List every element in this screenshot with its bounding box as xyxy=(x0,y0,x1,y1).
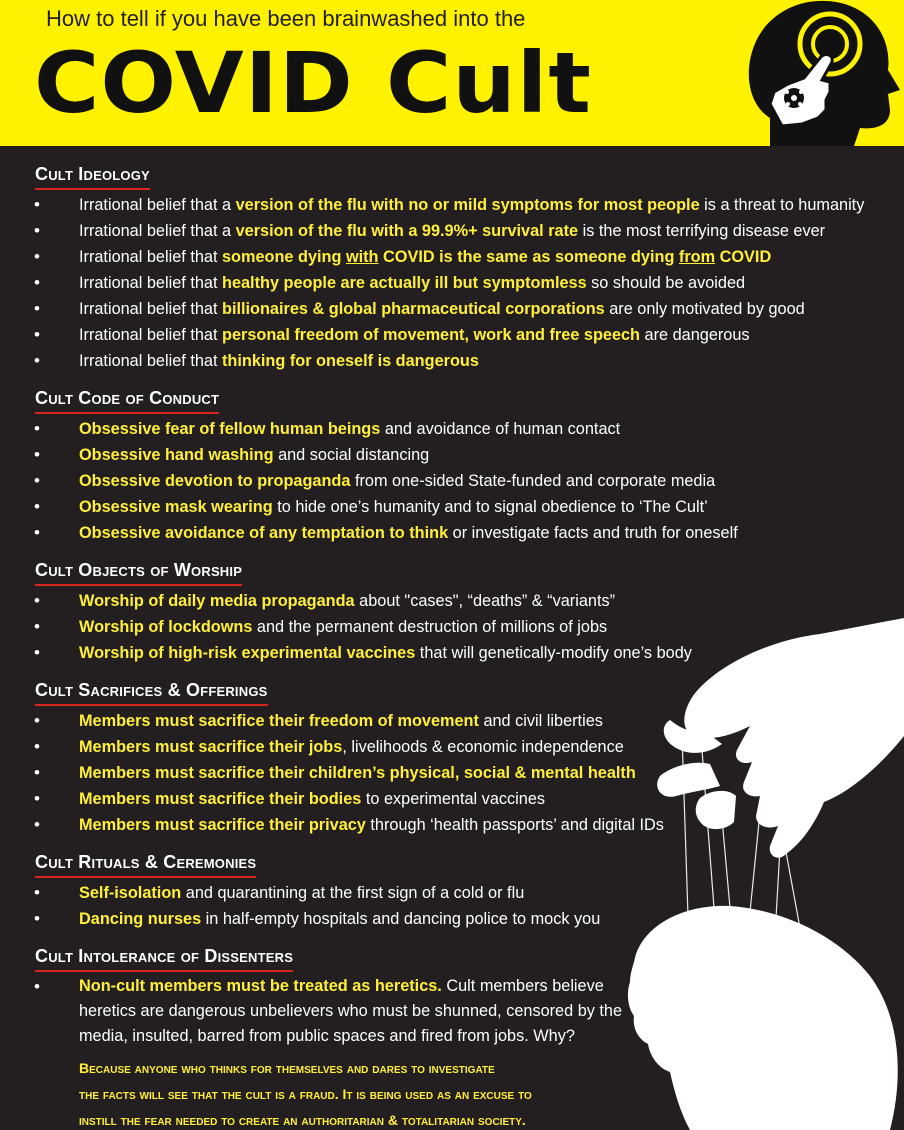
section-heading: Cult Code of Conduct xyxy=(35,388,219,414)
list-item: • Dancing nurses in half-empty hospitals and dancing police to mock you xyxy=(0,906,904,932)
head-pointing-hand-icon xyxy=(730,0,904,146)
list-item: • Irrational belief that personal freedom of movement, work and free speech are dangerous xyxy=(0,322,904,348)
list-item: • Self-isolation and quarantining at the first sign of a cold or flu xyxy=(0,880,904,906)
list-item: • Irrational belief that healthy people are actually ill but symptomless so should be avoided xyxy=(0,270,904,296)
main-content xyxy=(0,146,904,1130)
header-title: COVID Cult xyxy=(34,34,593,132)
list-item: • Irrational belief that someone dying with COVID is the same as someone dying from COVID xyxy=(0,244,904,270)
list-item: • Members must sacrifice their jobs, livelihoods & economic independence xyxy=(0,734,904,760)
list-item: • Members must sacrifice their freedom of movement and civil liberties xyxy=(0,708,904,734)
list-item: • Irrational belief that a version of the flu with no or mild symptoms for most people is a threat to humanity xyxy=(0,192,904,218)
list-item: • Obsessive hand washing and social distancing xyxy=(0,442,904,468)
list-item: • Obsessive avoidance of any temptation to think or investigate facts and truth for oneself xyxy=(0,520,904,546)
conclusion-line: the facts will see that the cult is a fraud. It is being used as an excuse to xyxy=(79,1086,532,1102)
list-item: • Worship of daily media propaganda about "cases", “deaths” & “variants” xyxy=(0,588,904,614)
section-heading: Cult Objects of Worship xyxy=(35,560,242,586)
section-heading: Cult Rituals & Ceremonies xyxy=(35,852,256,878)
section-cult-intolerance-of-dissenters xyxy=(0,946,904,1130)
list-item: • Obsessive devotion to propaganda from one-sided State-funded and corporate media xyxy=(0,468,904,494)
list-item: • Members must sacrifice their children’s physical, social & mental health xyxy=(0,760,904,786)
section-cult-sacrifices-offerings xyxy=(0,680,904,838)
list-item: • Irrational belief that billionaires & global pharmaceutical corporations are only motivated by good xyxy=(0,296,904,322)
conclusion-text xyxy=(79,1055,659,1130)
section-heading: Cult Intolerance of Dissenters xyxy=(35,946,293,972)
list-item: • Obsessive mask wearing to hide one’s humanity and to signal obedience to ‘The Cult’ xyxy=(0,494,904,520)
list-item: • Obsessive fear of fellow human beings and avoidance of human contact xyxy=(0,416,904,442)
header-banner xyxy=(0,0,904,146)
list-item: • Irrational belief that a version of the flu with a 99.9%+ survival rate is the most terrifying disease ever xyxy=(0,218,904,244)
list-item: • Worship of lockdowns and the permanent destruction of millions of jobs xyxy=(0,614,904,640)
section-heading: Cult Sacrifices & Offerings xyxy=(35,680,268,706)
list-item: • Members must sacrifice their bodies to experimental vaccines xyxy=(0,786,904,812)
section-cult-ideology xyxy=(0,164,904,374)
section-cult-rituals-ceremonies xyxy=(0,852,904,932)
conclusion-line: Because anyone who thinks for themselves and dares to investigate xyxy=(79,1060,495,1076)
section-heading: Cult Ideology xyxy=(35,164,150,190)
section-cult-objects-of-worship xyxy=(0,560,904,666)
header-subtitle: How to tell if you have been brainwashed into the xyxy=(46,6,526,31)
list-item: • Members must sacrifice their privacy through ‘health passports’ and digital IDs xyxy=(0,812,904,838)
list-item: • Irrational belief that thinking for oneself is dangerous xyxy=(0,348,904,374)
list-item: • Non-cult members must be treated as heretics. Cult members believe heretics are dangerous unbelievers who must be shunned, censored by the media, insulted, barred from public spaces and fired from jobs. Why? xyxy=(0,974,639,1049)
list-item: • Worship of high-risk experimental vaccines that will genetically-modify one’s body xyxy=(0,640,904,666)
section-cult-code-of-conduct xyxy=(0,388,904,546)
conclusion-line: instill the fear needed to create an authoritarian & totalitarian society. xyxy=(79,1112,526,1128)
